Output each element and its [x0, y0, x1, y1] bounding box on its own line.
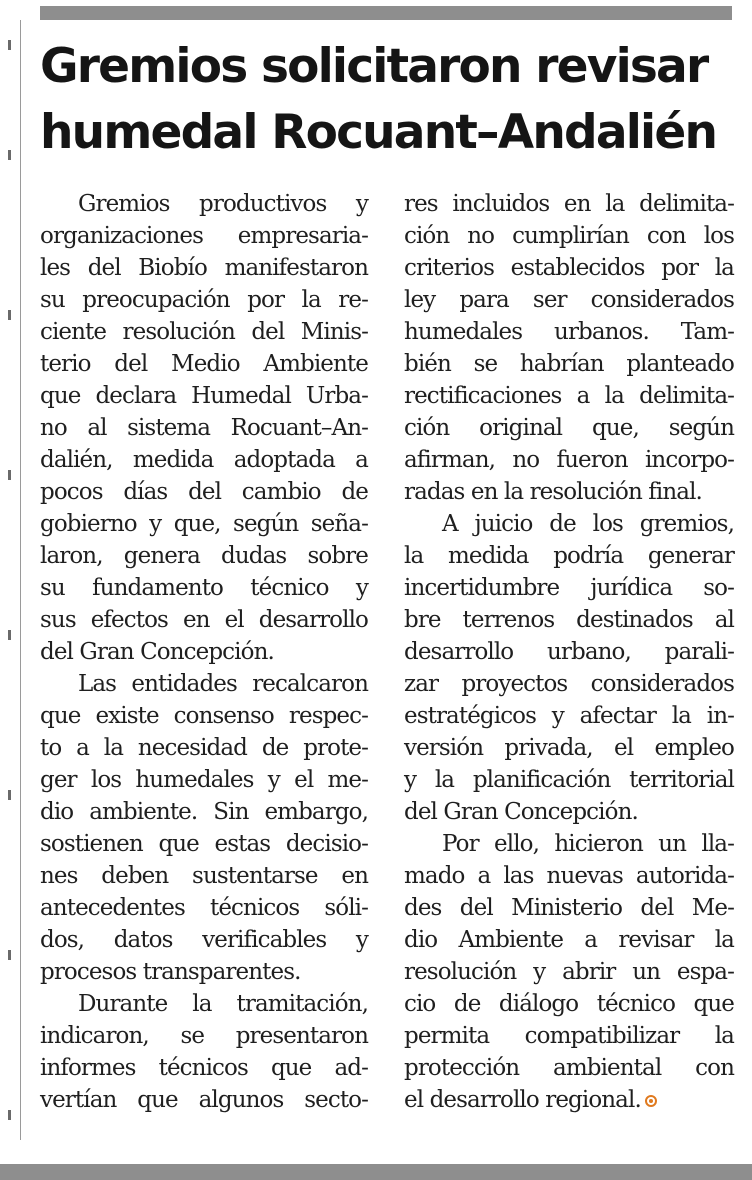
- headline-line: Gremios solicitaron revisar: [40, 39, 708, 94]
- headline: [40, 34, 740, 166]
- text-line: dio ambiente. Sin embargo,: [40, 799, 368, 825]
- text-line: versión privada, el empleo: [404, 735, 734, 761]
- left-margin: [0, 0, 22, 1180]
- text-line: res incluidos en la delimita-: [404, 191, 734, 217]
- text-line: ger los humedales y el me-: [40, 767, 368, 793]
- column-rule: [20, 20, 21, 1140]
- text-line: incertidumbre jurídica so-: [404, 575, 734, 601]
- text-line: dos, datos verificables y: [40, 927, 368, 953]
- text-line: su fundamento técnico y: [40, 575, 368, 601]
- text-line: rectificaciones a la delimita-: [404, 383, 734, 409]
- text-line: zar proyectos considerados: [404, 671, 734, 697]
- text-line: Durante la tramitación,: [78, 991, 368, 1017]
- headline-line: humedal Rocuant–Andalién: [40, 105, 717, 160]
- text-line: laron, genera dudas sobre: [40, 543, 368, 569]
- text-line: que existe consenso respec-: [40, 703, 368, 729]
- text-line: criterios establecidos por la: [404, 255, 734, 281]
- text-line: del Gran Concepción.: [40, 639, 274, 665]
- text-line: gobierno y que, según seña-: [40, 511, 368, 537]
- text-line: dio Ambiente a revisar la: [404, 927, 734, 953]
- text-line: protección ambiental con: [404, 1055, 734, 1081]
- text-line: A juicio de los gremios,: [442, 511, 734, 537]
- margin-tick: [8, 40, 11, 50]
- text-line: el desarrollo regional.: [404, 1084, 734, 1116]
- text-line: bre terrenos destinados al: [404, 607, 734, 633]
- text-line: procesos transparentes.: [40, 959, 301, 985]
- text-line: desarrollo urbano, parali-: [404, 639, 734, 665]
- text-line: Las entidades recalcaron: [78, 671, 368, 697]
- text-line: dalién, medida adoptada a: [40, 447, 368, 473]
- text-line: su preocupación por la re-: [40, 287, 368, 313]
- text-line: mado a las nuevas autorida-: [404, 863, 734, 889]
- margin-tick: [8, 470, 11, 480]
- text-line: informes técnicos que ad-: [40, 1055, 368, 1081]
- text-line: cio de diálogo técnico que: [404, 991, 734, 1017]
- text-line: sus efectos en el desarrollo: [40, 607, 368, 633]
- top-rule: [40, 6, 732, 20]
- text-line: ley para ser considerados: [404, 287, 734, 313]
- text-line: to a la necesidad de prote-: [40, 735, 368, 761]
- margin-tick: [8, 950, 11, 960]
- text-line: ción no cumplirían con los: [404, 223, 734, 249]
- text-line: des del Ministerio del Me-: [404, 895, 734, 921]
- margin-tick: [8, 630, 11, 640]
- text-line: bién se habrían planteado: [404, 351, 734, 377]
- text-line: pocos días del cambio de: [40, 479, 368, 505]
- end-of-article-icon: [645, 1095, 657, 1107]
- text-line: no al sistema Rocuant–An-: [40, 415, 368, 441]
- text-line: que declara Humedal Urba-: [40, 383, 368, 409]
- text-line: ción original que, según: [404, 415, 734, 441]
- margin-tick: [8, 790, 11, 800]
- text-line: vertían que algunos secto-: [40, 1087, 368, 1113]
- text-line: humedales urbanos. Tam-: [404, 319, 734, 345]
- text-line: sostienen que estas decisio-: [40, 831, 368, 857]
- body-column-right: [404, 188, 734, 1160]
- margin-tick: [8, 1110, 11, 1120]
- text-line: ciente resolución del Minis-: [40, 319, 368, 345]
- text-line: radas en la resolución final.: [404, 479, 702, 505]
- text-line: terio del Medio Ambiente: [40, 351, 368, 377]
- text-line: estratégicos y afectar la in-: [404, 703, 734, 729]
- margin-tick: [8, 150, 11, 160]
- bottom-rule: [0, 1164, 752, 1180]
- text-line: la medida podría generar: [404, 543, 734, 569]
- text-line: y la planificación territorial: [404, 767, 734, 793]
- body-column-left: [40, 188, 368, 1160]
- text-line: antecedentes técnicos sóli-: [40, 895, 368, 921]
- text-line: les del Biobío manifestaron: [40, 255, 368, 281]
- text-line: resolución y abrir un espa-: [404, 959, 734, 985]
- text-line: Gremios productivos y: [78, 191, 368, 217]
- text-line: permita compatibilizar la: [404, 1023, 734, 1049]
- text-line: del Gran Concepción.: [404, 799, 638, 825]
- text-line: indicaron, se presentaron: [40, 1023, 368, 1049]
- text-line: organizaciones empresaria-: [40, 223, 368, 249]
- text-line: nes deben sustentarse en: [40, 863, 368, 889]
- margin-tick: [8, 310, 11, 320]
- text-line: afirman, no fueron incorpo-: [404, 447, 734, 473]
- text-line: Por ello, hicieron un lla-: [442, 831, 734, 857]
